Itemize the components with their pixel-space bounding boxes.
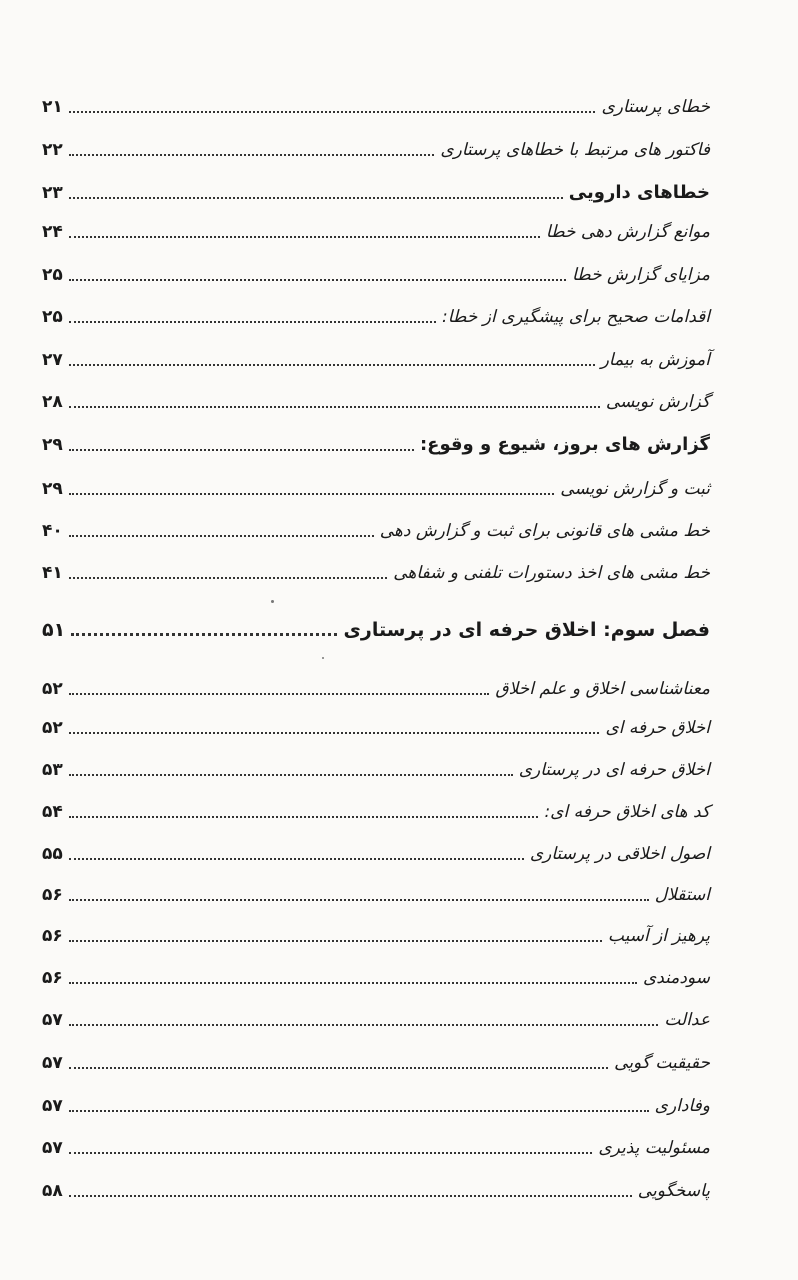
toc-entry-title: اخلاق حرفه ای	[605, 718, 710, 738]
toc-entry-page: ۵۷	[42, 1138, 63, 1158]
toc-entry-page: ۵۶	[42, 885, 63, 905]
toc-entry-title: کد های اخلاق حرفه ای:	[544, 802, 710, 822]
dot-leader	[69, 1194, 632, 1197]
toc-entry-title: پرهیز از آسیب	[607, 926, 710, 946]
toc-entry-page: ۴۱	[42, 563, 63, 583]
dot-leader	[69, 576, 387, 579]
toc-entry-title: وفاداری	[654, 1096, 710, 1116]
toc-entry-page: ۲۴	[42, 222, 63, 242]
dot-leader	[69, 981, 637, 984]
toc-entry-page: ۵۳	[42, 760, 63, 780]
toc-entry	[42, 215, 710, 245]
toc-entry	[42, 133, 710, 163]
dot-leader	[69, 363, 595, 366]
toc-entry-page: ۵۶	[42, 926, 63, 946]
toc-entry-page: ۵۴	[42, 802, 63, 822]
toc-entry-title: اصول اخلاقی در پرستاری	[529, 844, 710, 864]
dot-leader	[69, 898, 649, 901]
toc-entry	[42, 385, 730, 415]
dot-leader	[69, 320, 436, 323]
toc-entry-page: ۵۷	[42, 1010, 63, 1030]
dot-leader	[69, 534, 374, 537]
dot-leader	[69, 1023, 659, 1026]
toc-entry	[42, 837, 730, 867]
toc-entry	[42, 961, 710, 991]
toc-entry	[42, 300, 726, 330]
toc-entry	[42, 1131, 710, 1161]
toc-entry-title: خطاهای دارویی	[568, 182, 710, 203]
toc-entry-page: ۵۲	[42, 718, 63, 738]
paper-speck	[271, 600, 274, 603]
dot-leader	[69, 692, 490, 695]
toc-entry-page: ۵۸	[42, 1181, 63, 1201]
toc-entry-page: ۲۲	[42, 140, 63, 160]
toc-entry	[42, 556, 710, 586]
toc-entry	[42, 1089, 710, 1119]
toc-entry	[42, 1174, 710, 1204]
toc-entry-page: ۲۵	[42, 307, 63, 327]
toc-entry-title: معناشناسی اخلاق و علم اخلاق	[495, 679, 710, 699]
toc-entry-title: گزارش نویسی	[605, 392, 710, 412]
toc-entry	[42, 878, 710, 908]
toc-entry-title: استقلال	[654, 885, 710, 905]
toc-entry	[42, 795, 730, 825]
toc-entry	[42, 343, 730, 373]
toc-entry-title: فصل سوم: اخلاق حرفه ای در پرستاری	[343, 619, 710, 641]
toc-entry-title: اقدامات صحیح برای پیشگیری از خطا:	[442, 307, 710, 327]
toc-entry-title: حقیقیت گویی	[614, 1053, 710, 1073]
dot-leader	[69, 857, 524, 860]
toc-entry	[42, 672, 730, 702]
toc-entry-page: ۲۱	[42, 97, 63, 117]
dot-leader	[69, 815, 539, 818]
toc-entry	[42, 711, 730, 741]
toc-entry-page: ۲۹	[42, 435, 63, 455]
toc-entry-page: ۵۷	[42, 1053, 63, 1073]
toc-entry-title: خط مشی های اخذ دستورات تلفنی و شفاهی	[393, 563, 710, 583]
toc-entry-title: اخلاق حرفه ای در پرستاری	[518, 760, 710, 780]
toc-entry-title: خط مشی های قانونی برای ثبت و گزارش دهی	[379, 521, 710, 541]
dot-leader	[69, 773, 513, 776]
dot-leader	[69, 939, 602, 942]
toc-entry-page: ۵۶	[42, 968, 63, 988]
toc-entry-page: ۵۵	[42, 844, 63, 864]
toc-entry	[42, 514, 710, 544]
toc-entry-page: ۲۵	[42, 265, 63, 285]
dot-leader	[69, 405, 600, 408]
toc-entry	[42, 1046, 710, 1076]
dot-leader	[71, 632, 337, 636]
toc-entry-page: ۲۳	[42, 183, 63, 203]
toc-entry-title: گزارش های بروز، شیوع و وقوع:	[419, 434, 710, 455]
toc-entry	[42, 472, 710, 502]
toc-entry	[42, 1003, 710, 1033]
toc-entry	[42, 753, 730, 783]
toc-entry	[42, 90, 740, 120]
toc-entry-page: ۲۷	[42, 350, 63, 370]
paper-speck	[322, 657, 324, 659]
dot-leader	[69, 235, 540, 238]
toc-entry-page: ۵۷	[42, 1096, 63, 1116]
toc-entry-title: عدالت	[664, 1010, 710, 1030]
dot-leader	[69, 153, 435, 156]
toc-entry-title: پاسخگویی	[637, 1181, 710, 1201]
dot-leader	[69, 278, 566, 281]
dot-leader	[69, 448, 414, 451]
toc-entry-title: خطای پرستاری	[601, 97, 710, 117]
dot-leader	[69, 1109, 649, 1112]
toc-entry-page: ۵۱	[42, 619, 66, 641]
toc-entry-page: ۴۰	[42, 521, 63, 541]
dot-leader	[69, 731, 600, 734]
toc-entry-title: ثبت و گزارش نویسی	[560, 479, 710, 499]
chapter-heading	[42, 613, 710, 643]
toc-entry-page: ۵۲	[42, 679, 63, 699]
dot-leader	[69, 110, 596, 113]
toc-entry	[42, 919, 710, 949]
dot-leader	[69, 492, 555, 495]
dot-leader	[69, 196, 563, 199]
toc-entry	[42, 176, 710, 206]
toc-entry	[42, 258, 730, 288]
dot-leader	[69, 1066, 608, 1069]
toc-entry-title: مسئولیت پذیری	[598, 1138, 710, 1158]
dot-leader	[69, 1151, 593, 1154]
toc-entry	[42, 428, 710, 458]
toc-entry-page: ۲۸	[42, 392, 63, 412]
toc-entry-title: مزایای گزارش خطا	[571, 265, 710, 285]
toc-entry-title: فاکتور های مرتبط با خطاهای پرستاری	[440, 140, 710, 160]
toc-entry-title: موانع گزارش دهی خطا	[545, 222, 710, 242]
toc-entry-title: آموزش به بیمار	[600, 350, 710, 370]
toc-entry-title: سودمندی	[642, 968, 710, 988]
toc-entry-page: ۲۹	[42, 479, 63, 499]
